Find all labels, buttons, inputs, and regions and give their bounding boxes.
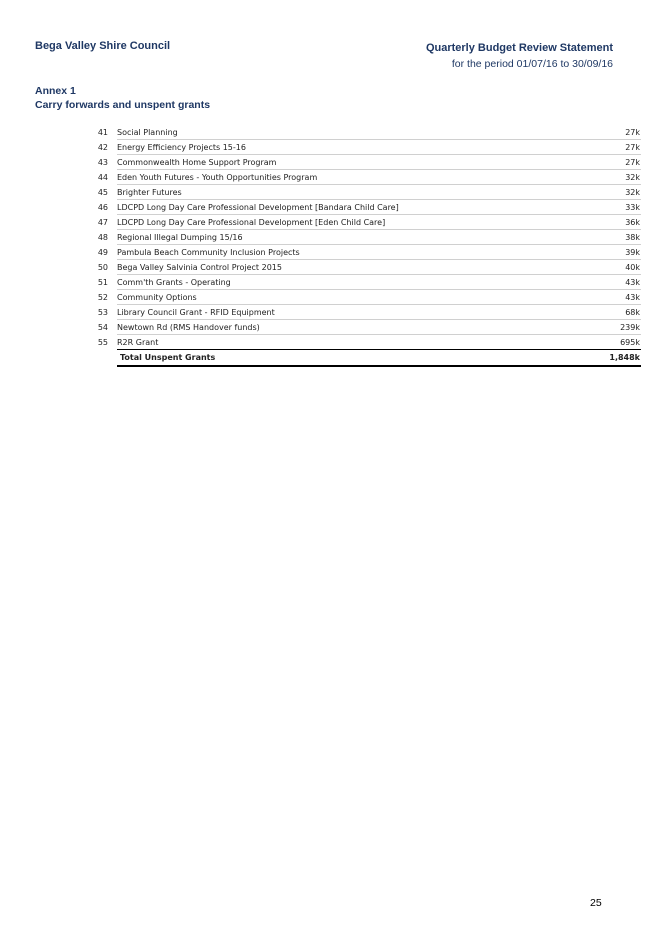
grant-name: Commonwealth Home Support Program [117, 155, 570, 170]
table-row [85, 230, 641, 245]
grant-amount: 68k [570, 305, 641, 320]
total-label: Total Unspent Grants [117, 350, 570, 367]
grant-amount: 27k [570, 125, 641, 140]
row-number: 41 [97, 127, 108, 137]
row-number: 54 [97, 322, 108, 332]
table-row [85, 320, 641, 335]
row-number: 55 [97, 337, 108, 347]
statement-period: for the period 01/07/16 to 30/09/16 [451, 58, 613, 70]
grant-amount: 695k [570, 335, 641, 350]
grant-name: LDCPD Long Day Care Professional Development [Eden Child Care] [117, 215, 570, 230]
grant-name: Bega Valley Salvinia Control Project 2015 [117, 260, 570, 275]
table-row [85, 140, 641, 155]
grant-amount: 36k [570, 215, 641, 230]
grant-name: Pambula Beach Community Inclusion Projects [117, 245, 570, 260]
grant-name: Regional Illegal Dumping 15/16 [117, 230, 570, 245]
organisation-name: Bega Valley Shire Council [35, 40, 171, 52]
grant-name: Social Planning [117, 125, 570, 140]
grant-name: R2R Grant [117, 335, 570, 350]
grant-amount: 32k [570, 170, 641, 185]
table-row [85, 335, 641, 350]
row-number: 46 [97, 202, 108, 212]
row-number: 51 [97, 277, 108, 287]
annex-title: Annex 1 [35, 85, 76, 97]
annex-heading [35, 84, 210, 112]
grant-name: Library Council Grant - RFID Equipment [117, 305, 570, 320]
table-row [85, 260, 641, 275]
total-amount: 1,848k [570, 350, 641, 367]
row-number: 48 [97, 232, 108, 242]
row-number: 50 [97, 262, 108, 272]
grant-name: LDCPD Long Day Care Professional Development [Bandara Child Care] [117, 200, 570, 215]
row-number: 52 [97, 292, 108, 302]
grant-amount: 27k [570, 140, 641, 155]
grant-amount: 38k [570, 230, 641, 245]
grant-name: Newtown Rd (RMS Handover funds) [117, 320, 570, 335]
row-number: 49 [97, 247, 108, 257]
grant-amount: 40k [570, 260, 641, 275]
table-row [85, 200, 641, 215]
table-row [85, 290, 641, 305]
grant-name: Eden Youth Futures - Youth Opportunities Program [117, 170, 570, 185]
table-row [85, 275, 641, 290]
table-row [85, 215, 641, 230]
grant-amount: 43k [570, 275, 641, 290]
statement-header [426, 40, 613, 72]
grant-amount: 33k [570, 200, 641, 215]
grant-name: Comm'th Grants - Operating [117, 275, 570, 290]
total-spacer [85, 350, 117, 367]
grant-amount: 39k [570, 245, 641, 260]
grant-amount: 27k [570, 155, 641, 170]
unspent-grants-table [85, 125, 641, 367]
row-number: 53 [97, 307, 108, 317]
table-row [85, 170, 641, 185]
statement-title: Quarterly Budget Review Statement [425, 42, 613, 54]
row-number: 43 [97, 157, 108, 167]
table-row [85, 125, 641, 140]
row-number: 45 [97, 187, 108, 197]
table-row [85, 155, 641, 170]
page-number: 25 [590, 897, 602, 909]
table-row [85, 305, 641, 320]
table-row [85, 245, 641, 260]
row-number: 42 [97, 142, 108, 152]
annex-subtitle: Carry forwards and unspent grants [35, 99, 211, 111]
table-row [85, 185, 641, 200]
grant-name: Energy Efficiency Projects 15-16 [117, 140, 570, 155]
row-number: 47 [97, 217, 108, 227]
grant-amount: 239k [570, 320, 641, 335]
grant-name: Community Options [117, 290, 570, 305]
row-number: 44 [97, 172, 108, 182]
grant-name: Brighter Futures [117, 185, 570, 200]
grant-amount: 32k [570, 185, 641, 200]
total-row [85, 350, 641, 367]
grant-amount: 43k [570, 290, 641, 305]
